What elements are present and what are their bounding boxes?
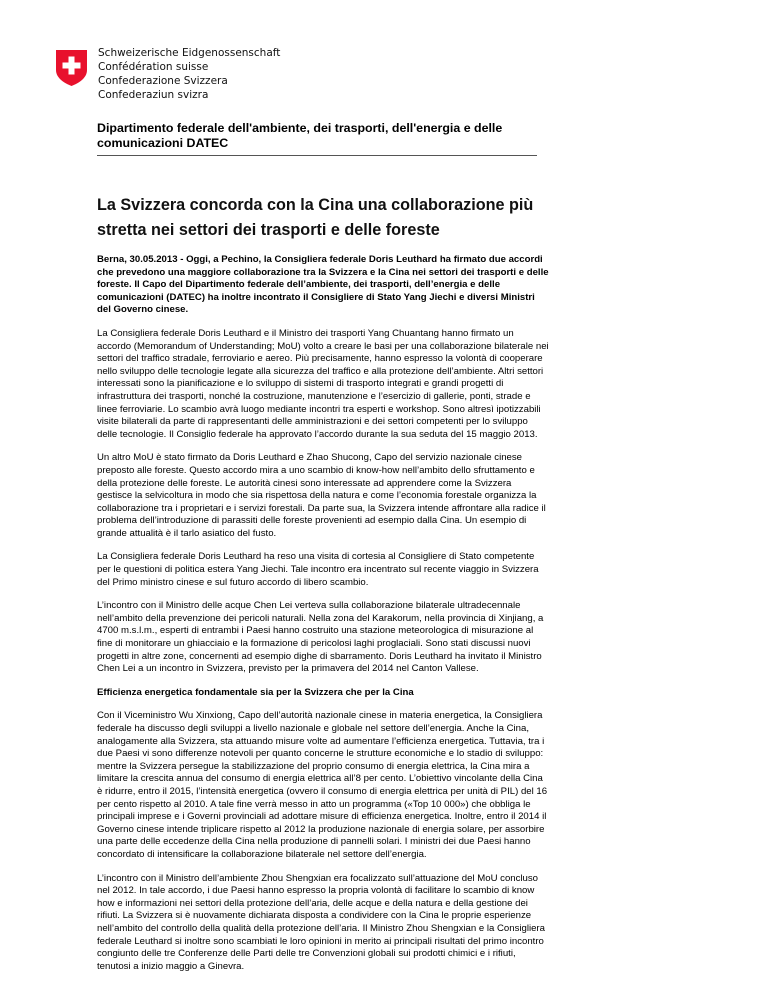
confederation-name-rm: Confederaziun svizra	[98, 89, 209, 101]
confederation-name-fr: Confédération suisse	[98, 61, 209, 73]
swiss-flag-shield-icon	[56, 50, 87, 86]
department-heading: Dipartimento federale dell'ambiente, dei trasporti, dell'energia e delle comunicazioni DATEC	[97, 121, 537, 156]
article-paragraph: La Consigliera federale Doris Leuthard ha reso una visita di cortesia al Consigliere di Stato competente per le questioni di politica estera Yang Jiechi. Tale incontro era incentrato sul recente viaggio in Svizzera del Primo ministro cinese e sul futuro accordo di libero scambio.	[97, 551, 539, 588]
article	[97, 193, 549, 984]
confederation-name-it: Confederazione Svizzera	[98, 75, 228, 87]
article-paragraph: L’incontro con il Ministro dell’ambiente Zhou Shengxian era focalizzato sull’attuazione del MoU concluso nel 2012. In tale accordo, i due Paesi hanno espresso la propria volontà di facilitare lo scambio di know how e informazioni nei settori della protezione dell’aria, delle acque e della natura e della gestione dei rifiuti. La Svizzera si è nuovamente dichiarata disposta a condividere con la Cina le proprie esperienze nell’ambito del controllo della qualità della protezione dell’aria. Il Ministro Zhou Shengxian e la Consigliera federale Leuthard si inoltre sono scambiati le loro opinioni in merito ai principali risultati del primo incontro congiunto delle tre Conferenze delle Parti delle tre Convenzioni globali sui prodotti chimici e i rifiuti, tenutosi a inizio maggio a Ginevra.	[97, 872, 545, 972]
header	[56, 46, 280, 102]
confederation-name-de: Schweizerische Eidgenossenschaft	[98, 47, 281, 59]
section-subheading: Efficienza energetica fondamentale sia per la Svizzera che per la Cina	[97, 686, 414, 698]
article-paragraph: Con il Viceministro Wu Xinxiong, Capo dell’autorità nazionale cinese in materia energetica, la Consigliera federale ha discusso degli sviluppi a livello nazionale e globale nel settore dell’energia. Anche la Cina, analogamente alla Svizzera, sta attuando misure volte ad aumentare l’efficienza energetica. Tuttavia, tra i due Paesi vi sono differenze notevoli per quanto concerne le strutture economiche e lo stadio di sviluppo: mentre la Svizzera persegue la stabilizzazione del proprio consumo di energia elettrica, la Cina mira a limitare la crescita annua del consumo di energia elettrica all’8 per cento. L’obiettivo vincolante della Cina è ridurre, entro il 2015, l’intensità energetica (ovvero il consumo di energia elettrica per unità di PIL) del 16 per cento rispetto al 2010. A tale fine verrà messo in atto un programma («Top 10 000») che obbliga le principali imprese e i Governi provinciali ad adottare misure di efficienza energetica. Inoltre, entro il 2014 il Governo cinese intende triplicare rispetto al 2012 la produzione nazionale di energia solare, per assorbire una parte delle eccedenze della Cina nella produzione di pannelli solari. I ministri dei due Paesi hanno concordato di intensificare la collaborazione bilaterale nel settore dell’energia.	[97, 710, 548, 860]
article-title: La Svizzera concorda con la Cina una collaborazione più stretta nei settori dei trasporti e delle foreste	[97, 196, 534, 239]
article-paragraph: Un altro MoU è stato firmato da Doris Leuthard e Zhao Shucong, Capo del servizio nazionale cinese preposto alle foreste. Questo accordo mira a uno scambio di know-how nell’ambito dello sfruttamento e della protezione delle foreste. Le autorità cinesi sono interessate ad apprendere come la Svizzera gestisce la selvicoltura in modo che sia rispettosa della natura e come l’economia forestale organizza la collaborazione tra i proprietari e i servizi forestali. Da parte sua, la Svizzera intende affrontare alla radice il problema dell’introduzione di parassiti delle foreste provenienti ad esempio dalla Cina. Un esempio di grande attualità è il tarlo asiatico del fusto.	[97, 452, 546, 539]
article-paragraph: La Consigliera federale Doris Leuthard e il Ministro dei trasporti Yang Chuantang hanno firmato un accordo (Memorandum of Understanding; MoU) volto a creare le basi per una collaborazione bilaterale nei settori del traffico stradale, ferroviario e aereo. Più precisamente, hanno espresso la volontà di cooperare nello sviluppo delle tecnologie legate alla sicurezza del traffico e alla protezione dell’ambiente. Altri settori interessati sono la pianificazione e lo sviluppo di sistemi di trasporto integrati e grandi progetti di infrastruttura dei trasporti, nonché la costruzione, manutenzione e l’esercizio di gallerie, ponti, strade e linee ferroviarie. Lo scambio avrà luogo mediante incontri tra esperti e workshop. Sono altresì ipotizzabili visite bilaterali da parte di rappresentanti delle amministrazioni e dei settori competenti per lo sviluppo delle tecnologie. Il Consiglio federale ha approvato l’accordo durante la sua seduta del 15 maggio 2013.	[97, 327, 549, 440]
article-lead: Berna, 30.05.2013 - Oggi, a Pechino, la Consigliera federale Doris Leuthard ha firmato due accordi che prevedono una maggiore collaborazione tra la Svizzera e la Cina nei settori dei trasporti e delle foreste. Il Capo del Dipartimento federale dell’ambiente, dei trasporti, dell’energia e delle comunicazioni (DATEC) ha inoltre incontrato il Consigliere di Stato Yang Jiechi e diversi Ministri del Governo cinese.	[97, 254, 549, 316]
confederation-names	[98, 46, 280, 102]
article-paragraph: L’incontro con il Ministro delle acque Chen Lei verteva sulla collaborazione bilaterale ultradecennale nell’ambito della prevenzione dei pericoli naturali. Nella zona del Karakorum, nella provincia di Xinjiang, a 4700 m.s.l.m., esperti di entrambi i Paesi hanno costruito una stazione meteorologica di misurazione al fine di monitorare un ghiacciaio e la formazione di pericolosi laghi proglaciali. Sono stati discussi nuovi progetti in altre zone, concernenti ad esempio dighe di sbarramento. Doris Leuthard ha invitato il Ministro Chen Lei a un incontro in Svizzera, previsto per la primavera del 2014 nel Canton Vallese.	[97, 600, 544, 675]
